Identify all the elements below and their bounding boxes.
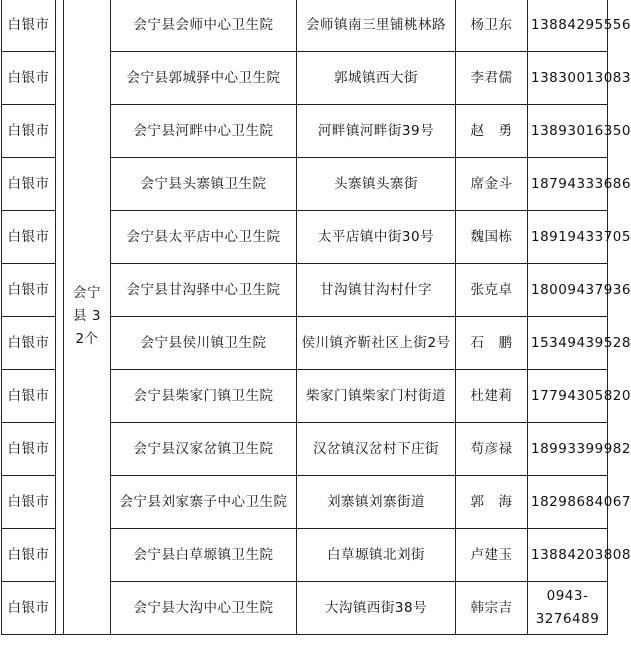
city-cell: 白银市 <box>2 105 56 158</box>
hospital-name-cell: 会宁县头寨镇卫生院 <box>111 158 297 211</box>
hospital-name-cell: 会宁县汉家岔镇卫生院 <box>111 423 297 476</box>
city-cell: 白银市 <box>2 52 56 105</box>
contact-person-cell: 席金斗 <box>456 158 528 211</box>
phone-cell: 13884295556 <box>528 0 608 52</box>
contact-person-cell: 李君儒 <box>456 52 528 105</box>
phone-cell: 18993399982 <box>528 423 608 476</box>
contact-person-cell: 卢建玉 <box>456 529 528 582</box>
phone-cell: 0943-3276489 <box>528 582 608 635</box>
address-cell: 汉岔镇汉岔村下庄街 <box>297 423 456 476</box>
hospital-name-cell: 会宁县刘家寨子中心卫生院 <box>111 476 297 529</box>
contact-person-cell: 张克卓 <box>456 264 528 317</box>
hospital-name-cell: 会宁县柴家门镇卫生院 <box>111 370 297 423</box>
phone-cell: 13830013083 <box>528 52 608 105</box>
county-cell: 会宁县 3 2个 <box>64 0 111 635</box>
contact-person-cell: 石 鹏 <box>456 317 528 370</box>
hospital-name-cell: 会宁县郭城驿中心卫生院 <box>111 52 297 105</box>
phone-cell: 18919433705 <box>528 211 608 264</box>
address-cell: 河畔镇河畔街39号 <box>297 105 456 158</box>
phone-cell: 13893016350 <box>528 105 608 158</box>
table-row <box>2 0 608 52</box>
address-cell: 白草塬镇北刘街 <box>297 529 456 582</box>
phone-cell: 18794333686 <box>528 158 608 211</box>
city-cell: 白银市 <box>2 211 56 264</box>
city-cell: 白银市 <box>2 476 56 529</box>
city-cell: 白银市 <box>2 0 56 52</box>
address-cell: 头寨镇头寨街 <box>297 158 456 211</box>
city-cell: 白银市 <box>2 370 56 423</box>
address-cell: 大沟镇西街38号 <box>297 582 456 635</box>
hospital-name-cell: 会宁县大沟中心卫生院 <box>111 582 297 635</box>
address-cell: 刘寨镇刘寨街道 <box>297 476 456 529</box>
phone-cell: 18298684067 <box>528 476 608 529</box>
hospital-name-cell: 会宁县白草塬镇卫生院 <box>111 529 297 582</box>
contact-person-cell: 苟彦禄 <box>456 423 528 476</box>
hospital-name-cell: 会宁县甘沟驿中心卫生院 <box>111 264 297 317</box>
address-cell: 会师镇南三里铺桃林路 <box>297 0 456 52</box>
hospital-table <box>1 0 631 635</box>
address-cell: 太平店镇中街30号 <box>297 211 456 264</box>
contact-person-cell: 杨卫东 <box>456 0 528 52</box>
contact-person-cell: 韩宗吉 <box>456 582 528 635</box>
contact-person-cell: 杜建莉 <box>456 370 528 423</box>
phone-cell: 17794305820 <box>528 370 608 423</box>
hospital-name-cell: 会宁县河畔中心卫生院 <box>111 105 297 158</box>
address-cell: 郭城镇西大街 <box>297 52 456 105</box>
city-cell: 白银市 <box>2 423 56 476</box>
contact-person-cell: 郭 海 <box>456 476 528 529</box>
table-body <box>2 0 631 635</box>
city-cell: 白银市 <box>2 158 56 211</box>
phone-cell: 18009437936 <box>528 264 608 317</box>
phone-cell: 15349439528 <box>528 317 608 370</box>
address-cell: 侯川镇齐靳社区上街2号 <box>297 317 456 370</box>
city-cell: 白银市 <box>2 317 56 370</box>
address-cell: 甘沟镇甘沟村什字 <box>297 264 456 317</box>
city-cell: 白银市 <box>2 529 56 582</box>
hospital-name-cell: 会宁县会师中心卫生院 <box>111 0 297 52</box>
contact-person-cell: 赵 勇 <box>456 105 528 158</box>
city-cell: 白银市 <box>2 582 56 635</box>
hospital-name-cell: 会宁县太平店中心卫生院 <box>111 211 297 264</box>
address-cell: 柴家门镇柴家门村街道 <box>297 370 456 423</box>
city-cell: 白银市 <box>2 264 56 317</box>
spacer-cell <box>56 0 64 635</box>
contact-person-cell: 魏国栋 <box>456 211 528 264</box>
phone-cell: 13884203808 <box>528 529 608 582</box>
hospital-name-cell: 会宁县侯川镇卫生院 <box>111 317 297 370</box>
